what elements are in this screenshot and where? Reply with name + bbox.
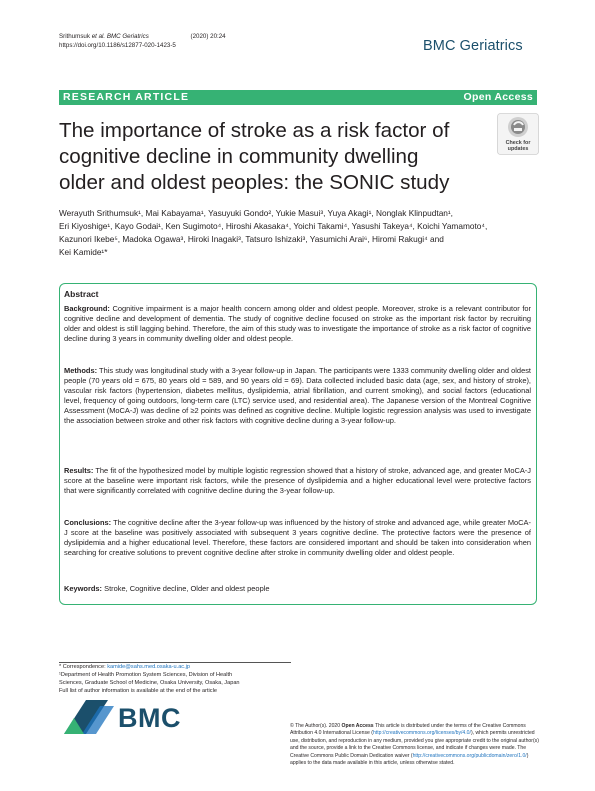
keywords-label: Keywords:	[64, 584, 103, 593]
bmc-logo-mark-icon	[64, 700, 114, 734]
author-line: Kazunori Ikebe⁵, Madoka Ogawa³, Hiroki Inagaki³, Tatsuro Ishizaki³, Yasumichi Arai⁶, Hiromi Rakugi⁴ and	[59, 234, 444, 244]
license-link-by[interactable]: http://creativecommons.org/licenses/by/4.0/	[372, 730, 471, 737]
title-line: The importance of stroke as a risk factor of	[59, 119, 450, 142]
affiliation-line: ¹Department of Health Promotion System Sciences, Division of Health	[59, 671, 233, 678]
correspondence-label: * Correspondence:	[59, 664, 106, 670]
abstract-heading: Abstract	[64, 289, 99, 299]
conclusions-text: The cognitive decline after the 3-year follow-up was influenced by the history of stroke and advanced age, while greater MoCA-J score at the baseline was positively associated with subsequent 3 years cognitive decline. The protective factors were the presence of dyslipidemia and a higher educational level. Therefore, these factors are considered important and should be taken into consideration when searching for creative solutions to prevent cognitive decline after stroke in community dwelling older and oldest people.	[64, 518, 531, 557]
keywords-text: Stroke, Cognitive decline, Older and oldest people	[104, 584, 270, 593]
running-citation	[59, 33, 226, 41]
license-text-2: ), which permits unrestricted use, distribution, and reproduction in any medium, provided you give appropriate credit to the original author(s) and the source, provide a link to the Creative Commons license, and indicate if changes were made. The Creative Commons Public Domain Dedication waiver (	[290, 730, 539, 759]
methods-label: Methods:	[64, 366, 98, 375]
check-for-updates-badge[interactable]	[497, 113, 539, 155]
methods-text: This study was longitudinal study with a 3-year follow-up in Japan. The participants were 1333 community dwelling older and oldest people (70 years old = 675, 80 years old = 589, and 90 years old = 69). Data collected included basic data (age, sex, and history of stroke), vascular risk factors (hypertension, diabetes mellitus, dyslipidemia, atrial fibrillation, and current smoking), and social factors (educational level, frequency of going outdoors, long-term care (LTC) service used, and residential area). The Japanese version of the Montreal Cognitive Assessment (MoCA-J) was decline of ≥2 points was defined as cognitive decline. Multiple logistic regression analysis was used to investigate the association between stroke and other risk factors with cognitive decline during a 3-year follow-up.	[64, 366, 531, 425]
footnote-rule	[59, 662, 291, 663]
correspondence-email-link[interactable]: kamide@sahs.med.osaka-u.ac.jp	[107, 664, 191, 670]
abstract-keywords	[64, 584, 531, 594]
article-type-label: RESEARCH ARTICLE	[63, 91, 190, 103]
results-text: The fit of the hypothesized model by multiple logistic regression showed that a history of stroke, advanced age, and greater MoCA-J score at the baseline were important risk factors, while the presence of dyslipidemia and a higher educational level were protective factors that were significantly correlated with cognitive decline during the 3-year follow-up.	[64, 466, 531, 495]
abstract-conclusions	[64, 518, 531, 558]
affiliation-line: Full list of author information is available at the end of the article	[59, 687, 217, 694]
abstract-background	[64, 304, 531, 344]
background-label: Background:	[64, 304, 110, 313]
badge-line1: Check for	[505, 140, 531, 146]
author-line: Werayuth Srithumsuk¹, Mai Kabayama¹, Yasuyuki Gondo², Yukie Masui³, Yuya Akagi¹, Nonglak Klinpudtan¹,	[59, 208, 453, 218]
author-list	[59, 207, 537, 259]
title-line: cognitive decline in community dwelling	[59, 145, 419, 168]
background-text: Cognitive impairment is a major health concern among older and oldest people. Moreover, stroke is a relevant contributor for cognitive decline and development of dementia. The study of cognitive decline focused on stroke as the important risk factor by recruiting older and oldest is still lagging behind. Therefore, the aim of this study was to investigate the importance of stroke as a risk factor of cognitive decline during 3 years in community dwelling older and oldest people.	[64, 304, 531, 343]
license-text-3: ) applies to the data made available in this article, unless otherwise stated.	[290, 752, 529, 767]
badge-line2: updates	[507, 146, 529, 152]
license-link-zero[interactable]: http://creativecommons.org/publicdomain/zero/1.0/	[412, 752, 527, 759]
conclusions-label: Conclusions:	[64, 518, 112, 527]
abstract-methods	[64, 366, 531, 425]
license-statement	[290, 723, 540, 767]
author-line: Kei Kamide¹*	[59, 247, 108, 257]
article-title	[59, 118, 499, 196]
open-access-label: Open Access	[463, 91, 533, 103]
copyright-text: © The Author(s). 2020	[290, 723, 341, 729]
abstract-results	[64, 466, 531, 496]
citation-etal: et al.	[91, 33, 106, 40]
citation-journal: BMC Geriatrics	[106, 33, 149, 40]
citation-year-volume: (2020) 20:24	[190, 33, 226, 40]
title-line: older and oldest peoples: the SONIC study	[59, 171, 450, 194]
bmc-logo-text: BMC	[118, 703, 181, 733]
doi-link[interactable]: https://doi.org/10.1186/s12877-020-1423-5	[59, 42, 176, 49]
license-text-1: This article is distributed under the terms of the Creative Commons Attribution 4.0 International License (	[290, 723, 526, 737]
author-line: Eri Kiyoshige¹, Kayo Godai¹, Ken Sugimoto⁴, Hiroshi Akasaka⁴, Yoichi Takami⁴, Yasushi Takeya⁴, Koichi Yamamoto⁴,	[59, 221, 488, 231]
citation-authors: Srithumsuk	[59, 33, 90, 40]
journal-name: BMC Geriatrics	[423, 38, 523, 54]
affiliation-line: Sciences, Graduate School of Medicine, Osaka University, Osaka, Japan	[59, 679, 240, 686]
correspondence-line	[59, 664, 299, 672]
badge-text	[497, 140, 539, 152]
open-access-text: Open Access	[341, 723, 374, 729]
results-label: Results:	[64, 466, 94, 475]
article-type-band	[59, 90, 537, 105]
footnote	[59, 664, 299, 696]
